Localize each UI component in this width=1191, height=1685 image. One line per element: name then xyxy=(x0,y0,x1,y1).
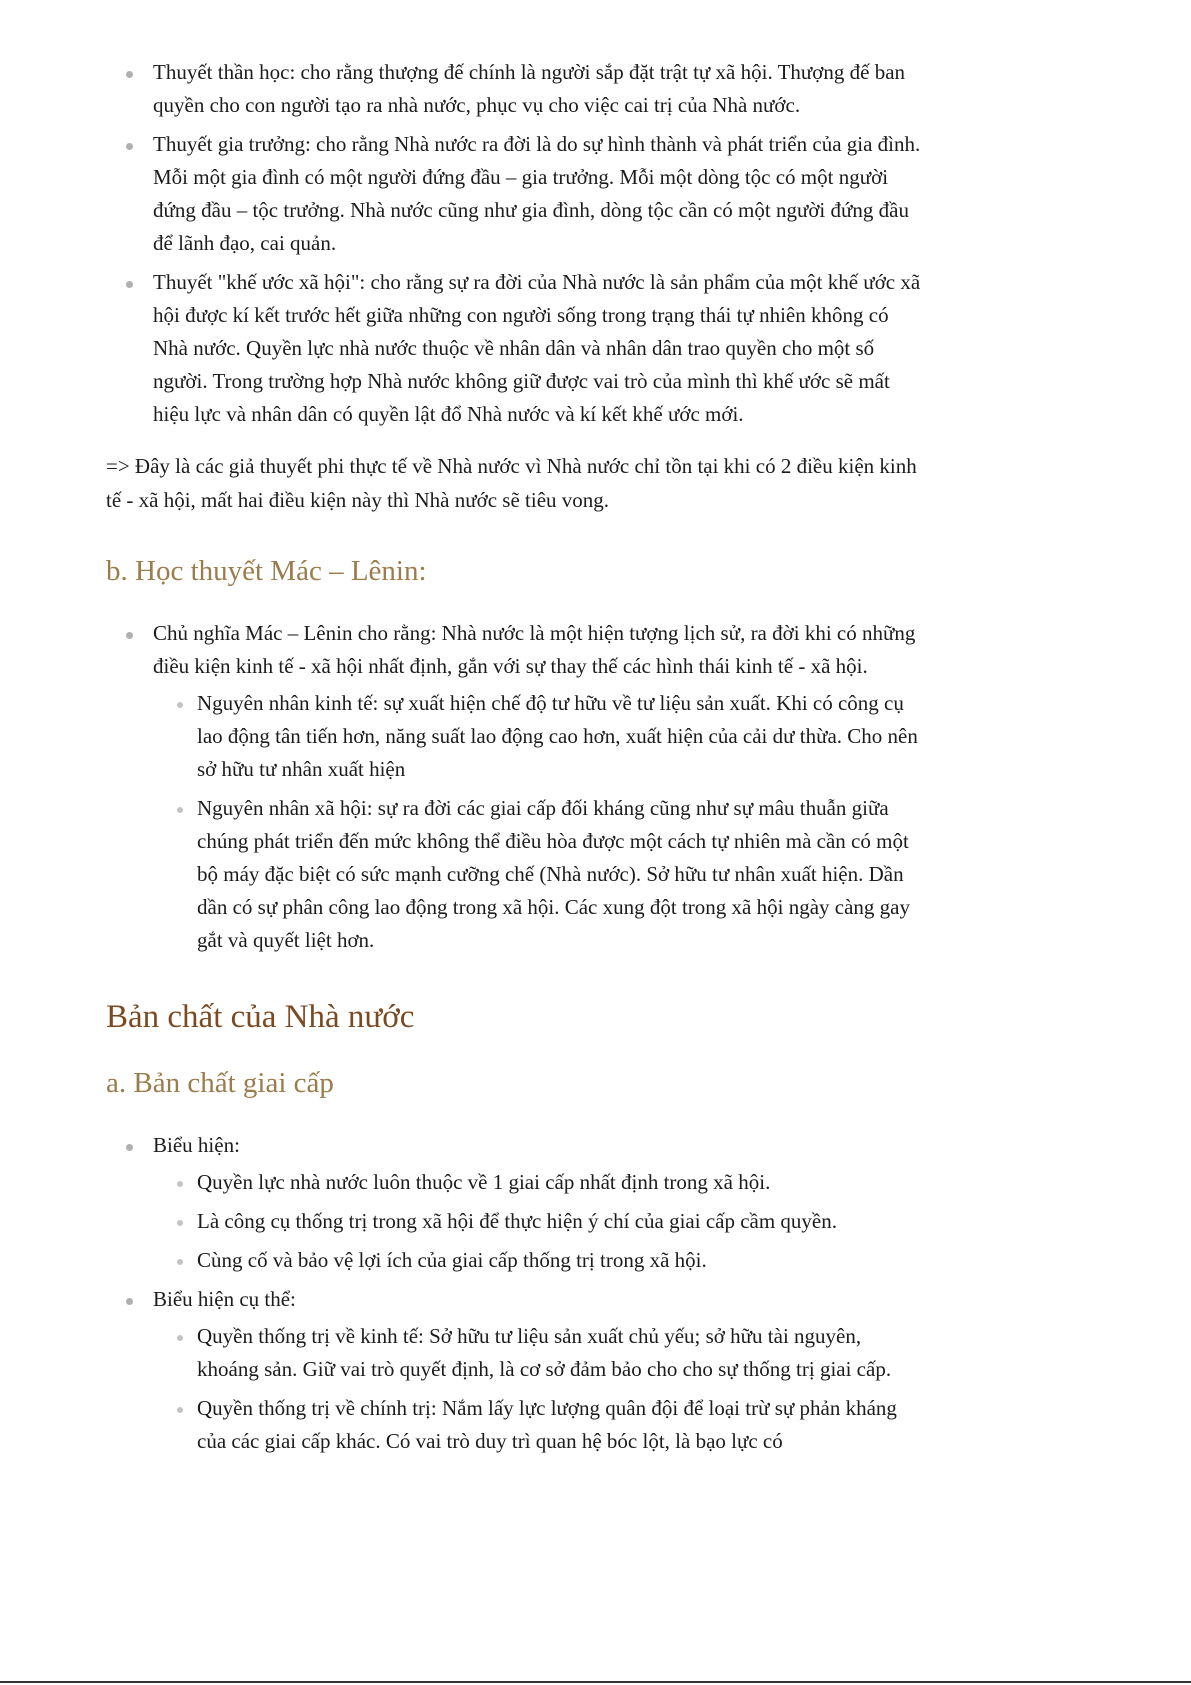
list-item-theology: Thuyết thần học: cho rằng thượng đế chính là người sắp đặt trật tự xã hội. Thượng đế ban quyền cho con người tạo ra nhà nước, phục vụ cho việc cai trị của Nhà nước. xyxy=(106,56,926,122)
conclusion-paragraph: => Đây là các giả thuyết phi thực tế về Nhà nước vì Nhà nước chỉ tồn tại khi có 2 điều kiện kinh tế - xã hội, mất hai điều kiện này thì Nhà nước sẽ tiêu vong. xyxy=(106,454,917,512)
section-heading-nature: Bản chất của Nhà nước xyxy=(106,999,415,1035)
specifics-list xyxy=(153,1320,926,1458)
theory-list xyxy=(106,56,926,431)
list-item-political-dominance: Quyền thống trị về chính trị: Nắm lấy lực lượng quân đội để loại trừ sự phản kháng của các giai cấp khác. Có vai trò duy trì quan hệ bóc lột, là bạo lực có xyxy=(153,1392,926,1458)
list-item-economic-dominance: Quyền thống trị về kinh tế: Sở hữu tư liệu sản xuất chủ yếu; sở hữu tài nguyên, khoáng sản. Giữ vai trò quyết định, là cơ sở đảm bảo cho cho sự thống trị giai cấp. xyxy=(153,1320,926,1386)
section-heading-marx-lenin: b. Học thuyết Mác – Lênin: xyxy=(106,555,427,587)
list-item-expression-2: Là công cụ thống trị trong xã hội để thực hiện ý chí của giai cấp cầm quyền. xyxy=(153,1205,926,1238)
list-item-social-cause: Nguyên nhân xã hội: sự ra đời các giai cấp đối kháng cũng như sự mâu thuẫn giữa chúng phát triển đến mức không thể điều hòa được một cách tự nhiên mà cần có một bộ máy đặc biệt có sức mạnh cưỡng chế (Nhà nước). Sở hữu tư nhân xuất hiện. Dần dần có sự phân công lao động trong xã hội. Các xung đột trong xã hội ngày càng gay gắt và quyết liệt hơn. xyxy=(153,792,926,957)
expressions-label: Biểu hiện: xyxy=(153,1133,240,1157)
marx-lenin-text: Chủ nghĩa Mác – Lênin cho rằng: Nhà nước là một hiện tượng lịch sử, ra đời khi có những điều kiện kinh tế - xã hội nhất định, gắn với sự thay thế các hình thái kinh tế - xã hội. xyxy=(153,621,916,678)
list-item-economic-cause: Nguyên nhân kinh tế: sự xuất hiện chế độ tư hữu về tư liệu sản xuất. Khi có công cụ lao động tân tiến hơn, năng suất lao động cao hơn, xuất hiện của cải dư thừa. Cho nên sở hữu tư nhân xuất hiện xyxy=(153,687,926,786)
causes-list xyxy=(153,687,926,957)
list-item-social-contract: Thuyết "khế ước xã hội": cho rằng sự ra đời của Nhà nước là sản phẩm của một khế ước xã hội được kí kết trước hết giữa những con người sống trong trạng thái tự nhiên không có Nhà nước. Quyền lực nhà nước thuộc về nhân dân và nhân dân trao quyền cho một số người. Trong trường hợp Nhà nước không giữ được vai trò của mình thì khế ước sẽ mất hiệu lực và nhân dân có quyền lật đổ Nhà nước và kí kết khế ước mới. xyxy=(106,266,926,431)
list-item-specifics xyxy=(106,1283,926,1458)
list-item-expression-1: Quyền lực nhà nước luôn thuộc về 1 giai cấp nhất định trong xã hội. xyxy=(153,1166,926,1199)
list-item-expressions xyxy=(106,1129,926,1277)
list-item-marx-lenin xyxy=(106,617,926,957)
class-nature-list xyxy=(106,1129,926,1458)
list-item-patriarchal: Thuyết gia trưởng: cho rằng Nhà nước ra đời là do sự hình thành và phát triển của gia đình. Mỗi một gia đình có một người đứng đầu – gia trưởng. Mỗi một dòng tộc có một người đứng đầu – tộc trưởng. Nhà nước cũng như gia đình, dòng tộc cần có một người đứng đầu để lãnh đạo, cai quản. xyxy=(106,128,926,260)
page-bottom-divider xyxy=(0,1681,1191,1683)
marx-lenin-list xyxy=(106,617,926,957)
document-page xyxy=(106,56,926,1464)
expressions-list xyxy=(153,1166,926,1277)
sub-heading-class-nature: a. Bản chất giai cấp xyxy=(106,1067,334,1099)
list-item-expression-3: Cùng cố và bảo vệ lợi ích của giai cấp thống trị trong xã hội. xyxy=(153,1244,926,1277)
specifics-label: Biểu hiện cụ thể: xyxy=(153,1287,296,1311)
